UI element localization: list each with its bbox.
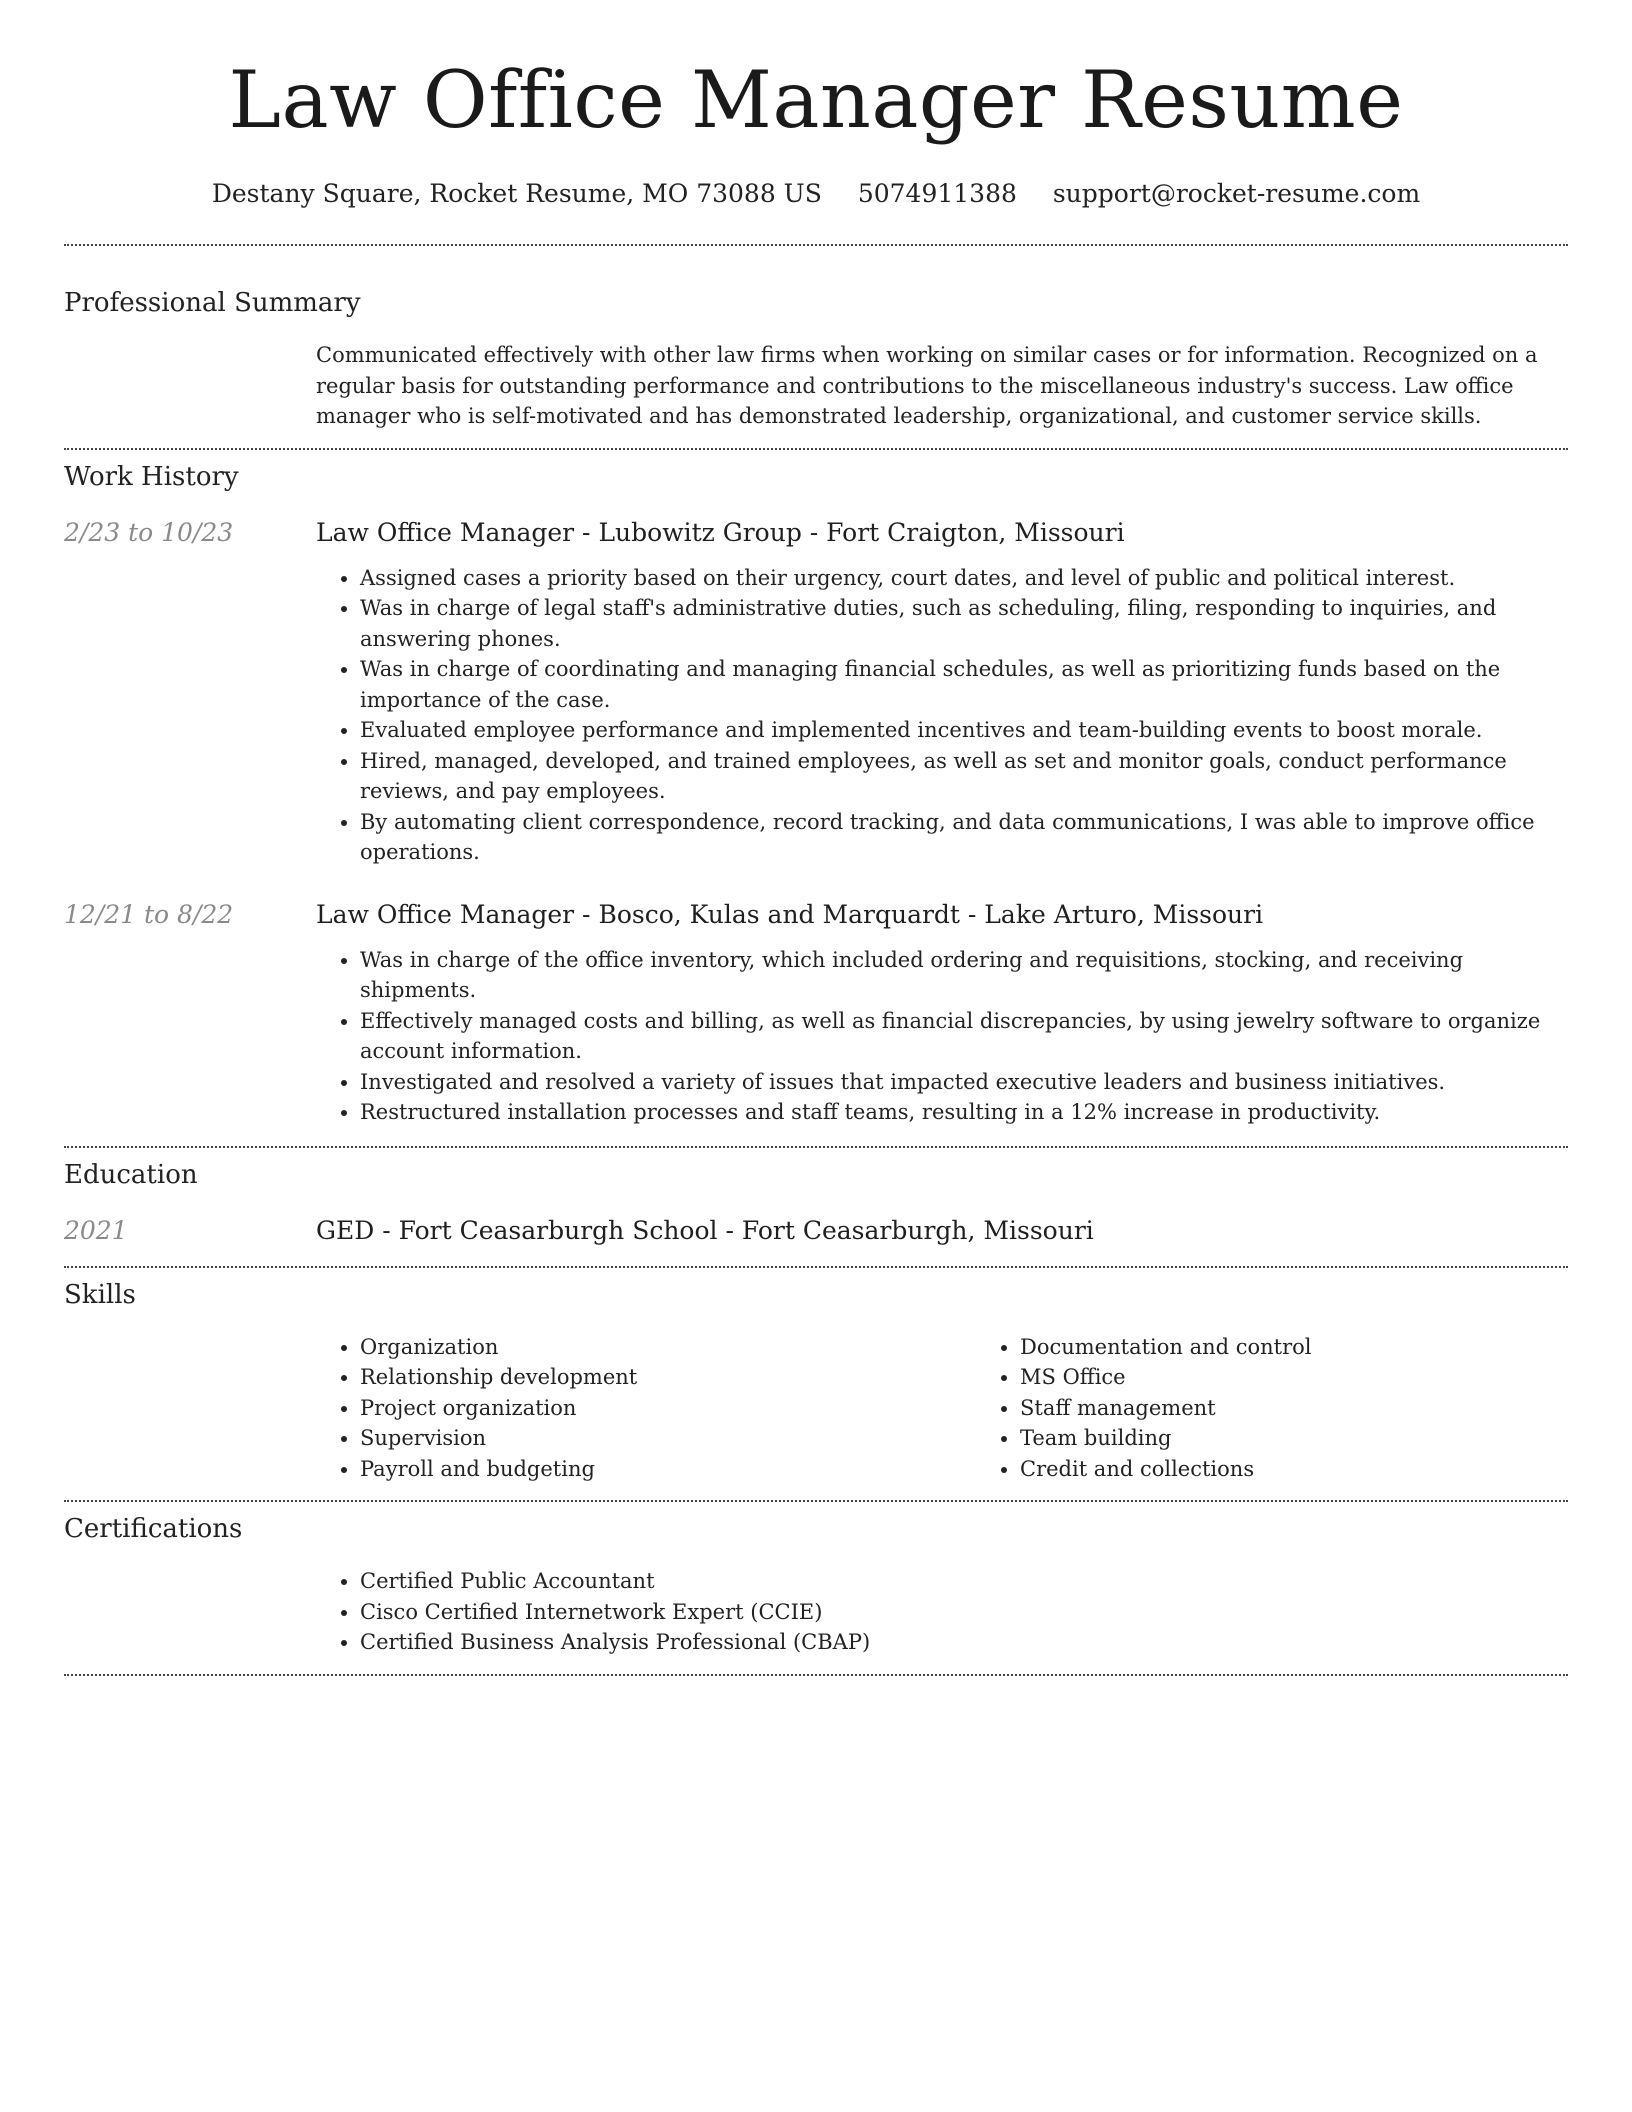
certifications-list [316,1566,1568,1658]
job-title: Law Office Manager - Bosco, Kulas and Marquardt - Lake Arturo, Missouri [316,899,1264,929]
contact-address: Destany Square, Rocket Resume, MO 73088 US [211,179,822,208]
education-heading: Education [64,1159,198,1190]
education-section [64,1148,1568,1248]
skill-item: • Relationship development [360,1362,976,1393]
job-dates: 12/21 to 8/22 [64,899,234,929]
contact-email: support@rocket-resume.com [1052,179,1421,208]
certifications-divider [64,1674,1568,1676]
resume-header [64,0,1568,210]
job-bullet: • Evaluated employee performance and implemented incentives and team-building events to boost morale. [360,715,1568,746]
skill-item: • Credit and collections [1020,1454,1632,1485]
contact-phone: 5074911388 [857,179,1017,208]
skills-list-right [976,1332,1632,1485]
job-bullet: • Assigned cases a priority based on their urgency, court dates, and level of public and political interest. [360,563,1568,594]
job-entry [64,898,1568,1128]
contact-line [64,178,1568,210]
skill-item: • Team building [1020,1423,1632,1454]
skills-section [64,1268,1568,1485]
job-bullets [316,945,1568,1128]
certification-item: • Cisco Certified Internetwork Expert (CCIE) [360,1597,1568,1628]
certifications-section [64,1502,1568,1658]
work-history-section [64,450,1568,1128]
job-bullet: • Hired, managed, developed, and trained employees, as well as set and monitor goals, conduct performance reviews, and pay employees. [360,746,1568,807]
certifications-heading: Certifications [64,1514,243,1544]
certification-item: • Certified Business Analysis Professional (CBAP) [360,1627,1568,1658]
skill-item: • Organization [360,1332,976,1363]
skill-item: • Supervision [360,1423,976,1454]
job-bullet: • Restructured installation processes and staff teams, resulting in a 12% increase in productivity. [360,1097,1568,1128]
job-bullet: • Was in charge of coordinating and managing financial schedules, as well as prioritizing funds based on the importance of the case. [360,654,1568,715]
job-bullets [316,563,1568,868]
skill-item: • Payroll and budgeting [360,1454,976,1485]
education-entry [64,1214,1568,1248]
work-history-heading: Work History [64,461,239,492]
summary-section [64,246,1568,432]
skill-item: • Project organization [360,1393,976,1424]
job-entry [64,516,1568,868]
education-title: GED - Fort Ceasarburgh School - Fort Ceasarburgh, Missouri [316,1215,1094,1245]
job-bullet: • Was in charge of the office inventory, which included ordering and requisitions, stocking, and receiving shipments. [360,945,1568,1006]
job-bullet: • By automating client correspondence, record tracking, and data communications, I was able to improve office operations. [360,807,1568,868]
summary-text: Communicated effectively with other law firms when working on similar cases or for information. Recognized on a regular basis for outstanding performance and contributions to the miscellaneous industry's success. Law office manager who is self-motivated and has demonstrated leadership, organizational, and customer service skills. [316,343,1538,428]
skill-item: • MS Office [1020,1362,1632,1393]
skills-heading: Skills [64,1279,136,1310]
job-title: Law Office Manager - Lubowitz Group - Fort Craigton, Missouri [316,517,1125,547]
summary-heading: Professional Summary [64,288,361,318]
job-bullet: • Effectively managed costs and billing, as well as financial discrepancies, by using jewelry software to organize account information. [360,1006,1568,1067]
skill-item: • Staff management [1020,1393,1632,1424]
job-dates: 2/23 to 10/23 [64,517,234,547]
skill-item: • Documentation and control [1020,1332,1632,1363]
job-bullet: • Investigated and resolved a variety of issues that impacted executive leaders and business initiatives. [360,1067,1568,1098]
education-dates: 2021 [64,1215,128,1245]
certification-item: • Certified Public Accountant [360,1566,1568,1597]
job-bullet: • Was in charge of legal staff's administrative duties, such as scheduling, filing, responding to inquiries, and answering phones. [360,593,1568,654]
skills-list-left [316,1332,976,1485]
resume-title: Law Office Manager Resume [228,54,1404,146]
